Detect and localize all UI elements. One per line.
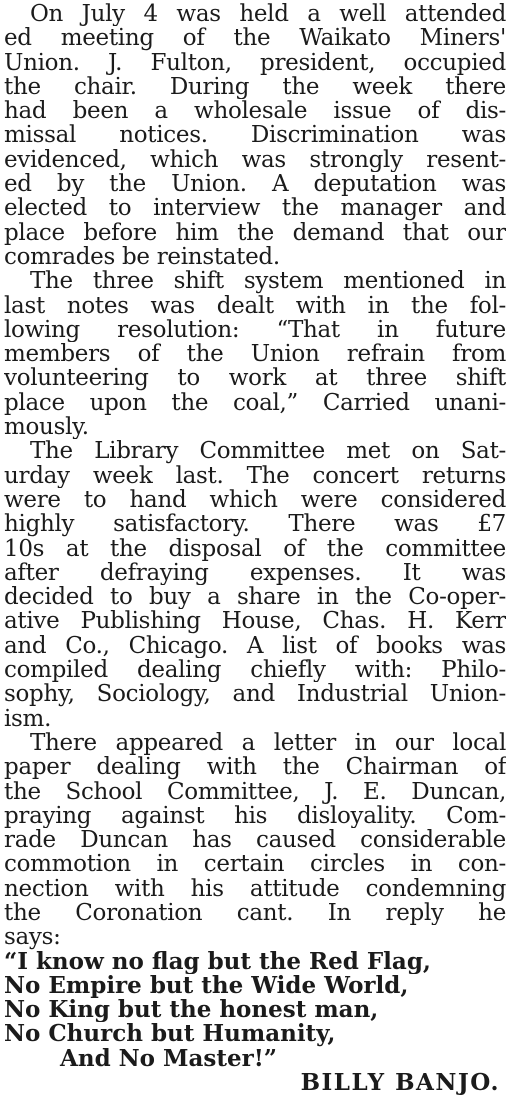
text-line: comrades be reinstated. (4, 244, 280, 270)
text-line: rade Duncan has caused considerable (4, 828, 506, 853)
verse-line: No Empire but the Wide World, (4, 973, 409, 999)
text-line: elected to interview the manager and (4, 196, 506, 221)
verse-line: No Church but Humanity, (4, 1022, 336, 1047)
verse-quote (4, 950, 506, 1071)
text-line: ed by the Union. A deputation was (4, 172, 506, 197)
text-line: The three shift system mentioned in (30, 269, 506, 294)
text-line: the chair. During the week there (4, 74, 506, 100)
verse-line: And No Master!” (60, 1046, 278, 1072)
text-line: compiled dealing chiefly with: Philo- (4, 658, 506, 683)
text-line: highly satisfactory. There was £7 (4, 512, 506, 537)
paragraph-library-committee (4, 439, 506, 731)
verse-line: No King but the honest man, (4, 998, 379, 1023)
text-line: mously. (4, 415, 89, 440)
text-line: volunteering to work at three shift (4, 366, 506, 391)
text-line: urday week last. The concert returns (4, 463, 506, 488)
text-line: members of the Union refrain from (4, 342, 506, 367)
text-line: praying against his disloyality. Com- (4, 803, 506, 829)
text-line: The Library Committee met on Sat- (30, 439, 506, 464)
text-line: had been a wholesale issue of dis- (4, 99, 506, 124)
text-line: evidenced, which was strongly resent- (4, 147, 506, 173)
text-line: says: (4, 925, 61, 950)
text-line: after defraying expenses. It was (4, 560, 506, 586)
text-line: place before him the demand that our (4, 220, 506, 245)
text-line: the Coronation cant. In reply he (4, 900, 506, 926)
text-line: paper dealing with the Chairman of (4, 755, 506, 780)
text-line: nection with his attitude condemning (4, 876, 506, 901)
text-line: were to hand which were considered (4, 487, 506, 513)
text-line: ed meeting of the Waikato Miners' (4, 26, 506, 51)
text-line: On July 4 was held a well attended (30, 2, 506, 27)
text-line: and Co., Chicago. A list of books was (4, 633, 506, 659)
text-line: Union. J. Fulton, president, occupied (4, 50, 506, 75)
text-line: the School Committee, J. E. Duncan, (4, 779, 506, 804)
text-line: ism. (4, 706, 52, 731)
text-line: There appeared a letter in our local (30, 730, 506, 756)
text-line: sophy, Sociology, and Industrial Union- (4, 682, 506, 707)
verse-line: “I know no flag but the Red Flag, (4, 949, 431, 974)
paragraph-miners-meeting (4, 2, 506, 269)
text-line: commotion in certain circles in con- (4, 852, 506, 877)
text-line: 10s at the disposal of the committee (4, 536, 506, 561)
text-line: decided to buy a share in the Co-oper- (4, 585, 506, 610)
text-line: missal notices. Discrimination was (4, 123, 506, 148)
author-signature: BILLY BANJO. (300, 1069, 500, 1096)
text-line: last notes was dealt with in the fol- (4, 293, 506, 318)
paragraph-three-shift-system (4, 269, 506, 439)
text-line: lowing resolution: “That in future (4, 317, 506, 343)
text-line: ative Publishing House, Chas. H. Kerr (4, 609, 506, 634)
text-line: place upon the coal,” Carried unani- (4, 390, 506, 416)
paragraph-school-committee-letter (4, 731, 506, 950)
